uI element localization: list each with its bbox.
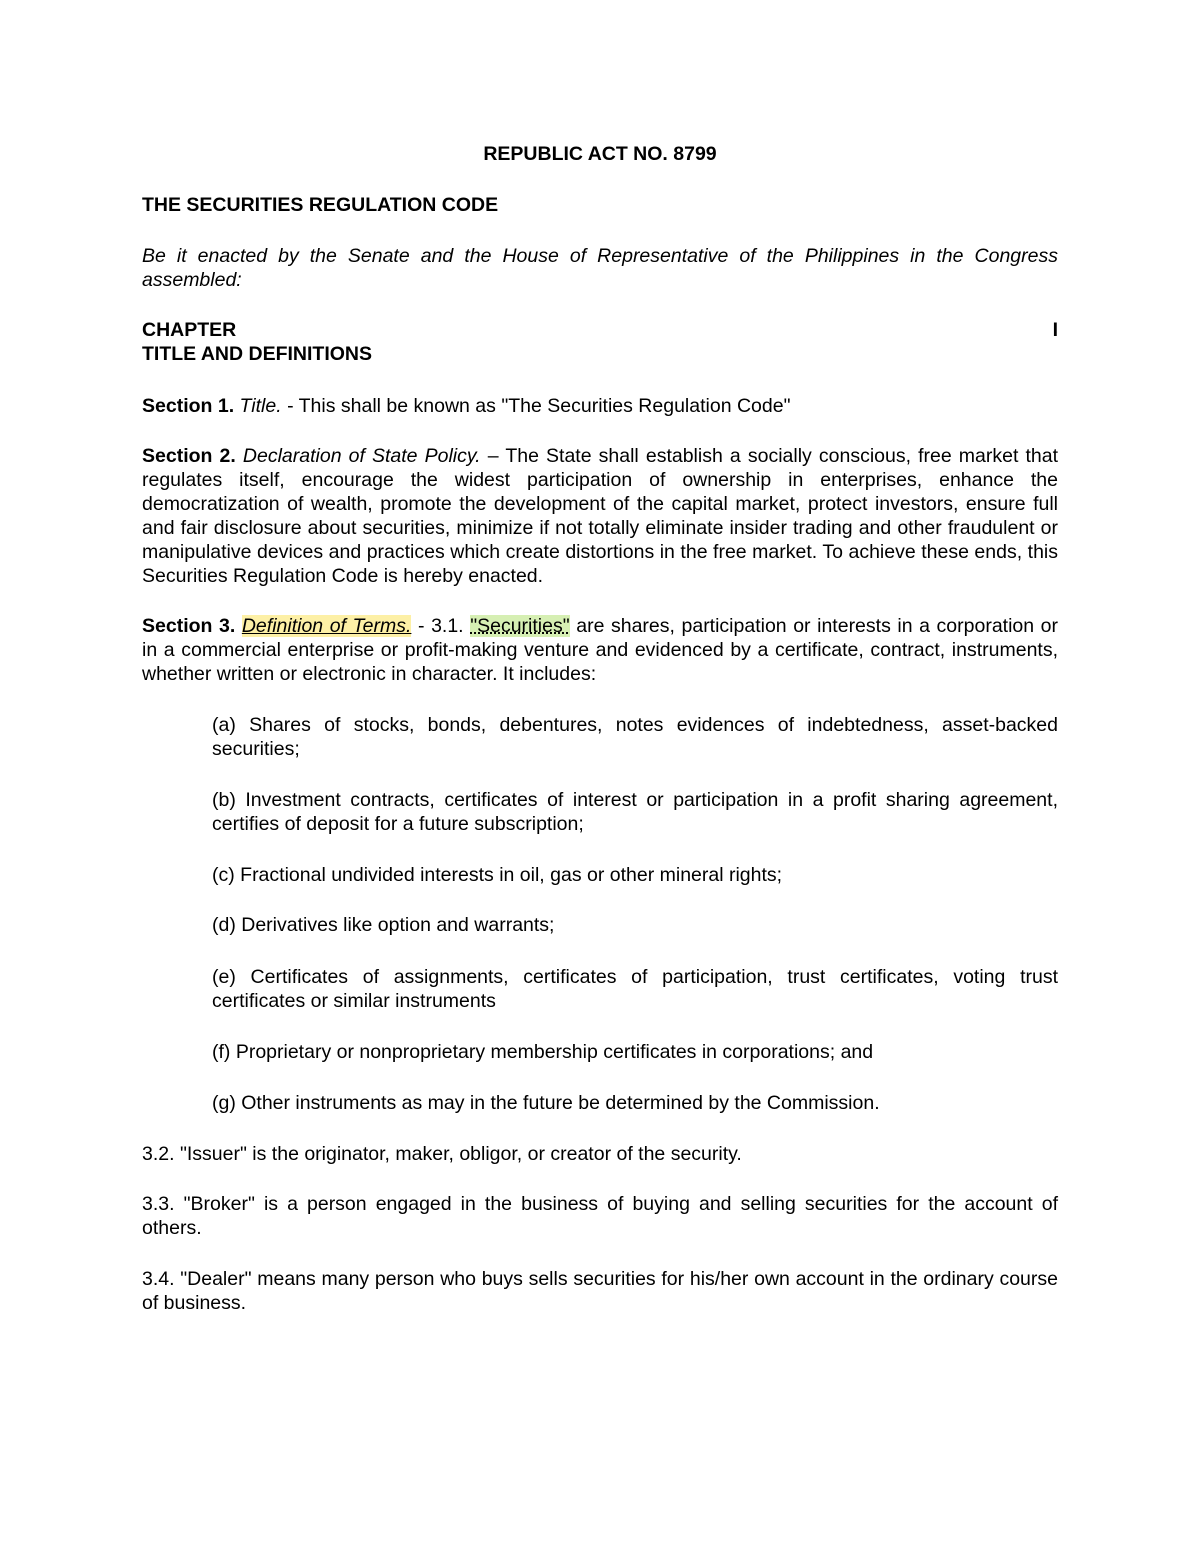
list-item: (e) Certificates of assignments, certificates of participation, trust certificates, voting trust certificates or similar instruments xyxy=(212,966,1058,1012)
section-3-label: Section 3. xyxy=(142,615,236,637)
definition-issuer: 3.2. "Issuer" is the originator, maker, obligor, or creator of the security. xyxy=(142,1143,742,1165)
section-1-separator: - xyxy=(287,395,294,417)
section-2-label: Section 2. xyxy=(142,445,236,467)
list-item: (c) Fractional undivided interests in oil, gas or other mineral rights; xyxy=(212,864,783,886)
list-item: (b) Investment contracts, certificates of interest or participation in a profit sharing agreement, certifies of deposit for a future subscription; xyxy=(212,789,1058,835)
section-3 xyxy=(142,614,1058,686)
section-3-heading-highlight: Definition of Terms. xyxy=(241,615,412,637)
code-title-heading: THE SECURITIES REGULATION CODE xyxy=(142,194,499,216)
section-1 xyxy=(142,394,1058,418)
list-item: (d) Derivatives like option and warrants; xyxy=(212,914,555,936)
list-item: (f) Proprietary or nonproprietary membership certificates in corporations; and xyxy=(212,1041,874,1063)
section-3-number: 3.1. xyxy=(431,615,464,637)
list-item: (g) Other instruments as may in the future be determined by the Commission. xyxy=(212,1092,880,1114)
section-1-heading: Title. xyxy=(239,395,282,417)
enacting-clause: Be it enacted by the Senate and the House of Representative of the Philippines in the Congress assembled: xyxy=(142,245,1058,291)
list-item: (a) Shares of stocks, bonds, debentures, notes evidences of indebtedness, asset-backed securities; xyxy=(212,714,1058,760)
section-3-text: are shares, participation or interests in a corporation or in a commercial enterprise or profit-making venture and evidenced by a certificate, contract, instruments, whether written or electronic in character. It includes: xyxy=(142,615,1059,685)
definition-broker: 3.3. "Broker" is a person engaged in the business of buying and selling securities for the account of others. xyxy=(142,1193,1058,1239)
act-number-heading: REPUBLIC ACT NO. 8799 xyxy=(483,143,717,165)
chapter-title: TITLE AND DEFINITIONS xyxy=(142,343,373,365)
securities-term-highlight: "Securities" xyxy=(470,615,570,637)
section-2 xyxy=(142,444,1058,588)
section-2-heading: Declaration of State Policy. xyxy=(242,445,481,467)
chapter-numeral: I xyxy=(1052,319,1058,341)
definition-dealer: 3.4. "Dealer" means many person who buys sells securities for his/her own account in the ordinary course of business. xyxy=(142,1268,1058,1314)
section-2-separator: – xyxy=(487,445,499,467)
chapter-heading xyxy=(142,318,1058,366)
section-1-label: Section 1. xyxy=(142,395,235,417)
section-2-text: The State shall establish a socially conscious, free market that regulates itself, encourage the widest participation of ownership in enterprises, enhance the democratization of wealth, promote the development of the capital market, protect investors, ensure full and fair disclosure about securities, minimize if not totally eliminate insider trading and other fraudulent or manipulative devices and practices which create distortions in the free market. To achieve these ends, this Securities Regulation Code is hereby enacted. xyxy=(142,445,1059,587)
section-1-text: This shall be known as "The Securities Regulation Code" xyxy=(298,395,791,417)
chapter-label: CHAPTER xyxy=(142,319,237,341)
section-3-separator: - xyxy=(418,615,425,637)
